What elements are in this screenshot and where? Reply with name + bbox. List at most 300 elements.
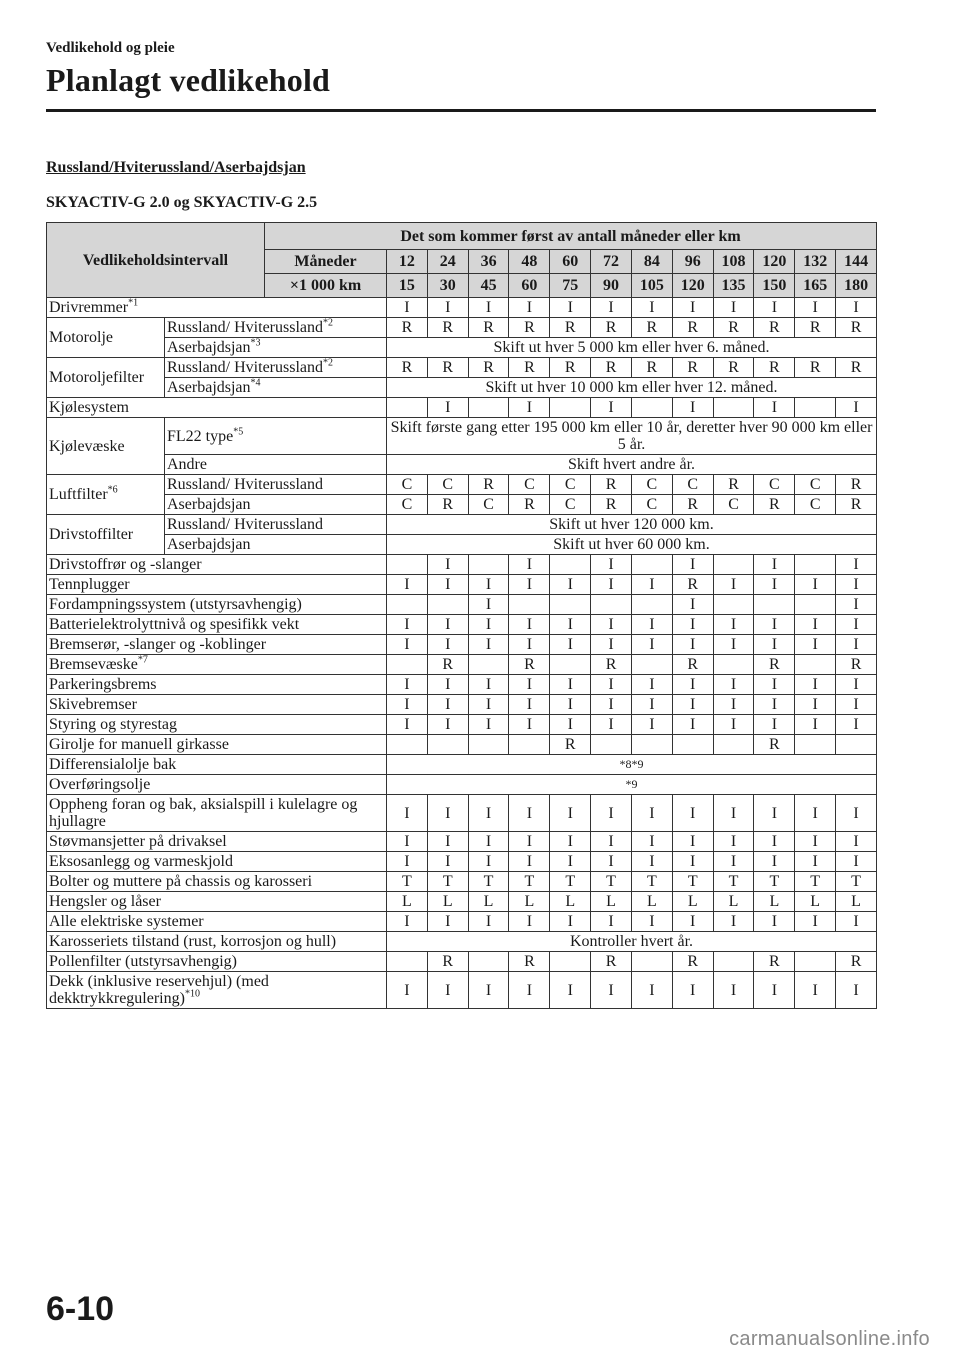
schedule-cell: R (509, 495, 550, 515)
table-row (47, 912, 877, 932)
schedule-cell: I (468, 695, 509, 715)
item-label (47, 872, 387, 892)
schedule-cell: I (550, 715, 591, 735)
schedule-cell: I (591, 575, 632, 595)
schedule-cell: R (509, 318, 550, 338)
schedule-cell: I (754, 715, 795, 735)
schedule-note: Kontroller hvert år. (387, 932, 877, 952)
footnote-marker: *10 (184, 988, 200, 1000)
item-label (47, 655, 387, 675)
row-label: Aserbajdsjan (167, 379, 251, 396)
schedule-cell: I (591, 555, 632, 575)
schedule-cell: R (795, 358, 836, 378)
schedule-cell: I (427, 398, 468, 418)
group-label (47, 358, 165, 398)
schedule-cell: I (468, 912, 509, 932)
schedule-cell: R (591, 318, 632, 338)
item-label (47, 775, 387, 795)
schedule-cell: I (550, 832, 591, 852)
schedule-cell (509, 595, 550, 615)
schedule-cell: I (509, 398, 550, 418)
schedule-cell: I (672, 695, 713, 715)
schedule-cell: I (468, 575, 509, 595)
schedule-note: Skift hvert andre år. (387, 455, 877, 475)
schedule-cell: I (754, 398, 795, 418)
table-row (47, 795, 877, 832)
table-row (47, 655, 877, 675)
schedule-cell: I (591, 398, 632, 418)
schedule-cell: I (591, 832, 632, 852)
schedule-cell: R (427, 495, 468, 515)
schedule-cell: R (550, 735, 591, 755)
table-row (47, 695, 877, 715)
footnote-marker: *2 (323, 317, 333, 329)
schedule-cell: R (591, 952, 632, 972)
schedule-note: Skift første gang etter 195 000 km eller 10 år, deretter hver 90 000 km eller 5 år. (387, 418, 877, 455)
row-label: Støvmansjetter på drivaksel (49, 833, 227, 850)
sub-label (165, 378, 387, 398)
row-label: Oppheng foran og bak, aksialspill i kulelagre og hjullagre (49, 796, 358, 830)
row-label: Parkeringsbrems (49, 676, 157, 693)
schedule-cell: I (672, 972, 713, 1009)
schedule-cell: I (672, 398, 713, 418)
schedule-cell: R (468, 318, 509, 338)
schedule-cell: I (427, 852, 468, 872)
sub-label (165, 418, 387, 455)
schedule-cell: I (509, 675, 550, 695)
schedule-cell: R (427, 358, 468, 378)
table-row (47, 675, 877, 695)
schedule-cell: I (795, 675, 836, 695)
sub-label (165, 338, 387, 358)
schedule-cell (387, 398, 428, 418)
schedule-cell: T (836, 872, 877, 892)
table-row (47, 318, 877, 338)
schedule-cell (550, 595, 591, 615)
row-label: Fordampningssystem (utstyrsavhengig) (49, 596, 302, 613)
row-label: Eksosanlegg og varmeskjold (49, 853, 233, 870)
schedule-cell: R (672, 952, 713, 972)
row-label: FL22 type (167, 427, 234, 445)
schedule-cell (713, 555, 754, 575)
schedule-cell: I (550, 795, 591, 832)
km-label: ×1 000 km (265, 274, 387, 298)
schedule-cell (672, 735, 713, 755)
row-label: Kjølesystem (49, 399, 129, 416)
schedule-cell: I (713, 832, 754, 852)
schedule-cell: C (550, 475, 591, 495)
km-45: 45 (468, 274, 509, 298)
schedule-cell: I (591, 912, 632, 932)
schedule-cell (631, 655, 672, 675)
row-label: Skivebremser (49, 696, 137, 713)
schedule-cell: I (387, 795, 428, 832)
schedule-cell: I (631, 852, 672, 872)
row-label: Girolje for manuell girkasse (49, 736, 229, 753)
row-label: Aserbajdsjan (167, 339, 251, 356)
schedule-cell: I (550, 972, 591, 1009)
schedule-cell: I (631, 675, 672, 695)
schedule-cell: R (591, 495, 632, 515)
km-150: 150 (754, 274, 795, 298)
schedule-cell: T (795, 872, 836, 892)
schedule-cell: I (836, 595, 877, 615)
schedule-cell: I (672, 852, 713, 872)
schedule-cell: C (550, 495, 591, 515)
schedule-cell: R (713, 318, 754, 338)
schedule-cell: R (713, 358, 754, 378)
schedule-cell: R (591, 358, 632, 378)
schedule-cell: I (591, 675, 632, 695)
schedule-cell (550, 952, 591, 972)
table-row (47, 575, 877, 595)
schedule-cell: I (427, 675, 468, 695)
schedule-cell: I (387, 675, 428, 695)
schedule-cell: I (836, 635, 877, 655)
schedule-cell (713, 398, 754, 418)
schedule-note: Skift ut hver 10 000 km eller hver 12. måned. (387, 378, 877, 398)
row-label: Bremserør, -slanger og -koblinger (49, 636, 267, 653)
schedule-cell: I (672, 912, 713, 932)
km-105: 105 (631, 274, 672, 298)
schedule-cell: I (713, 635, 754, 655)
page-number: 6-10 (46, 1290, 115, 1328)
item-label (47, 735, 387, 755)
schedule-cell: I (387, 635, 428, 655)
row-label: Dekk (inklusive reservehjul) (med dekktrykkregulering) (49, 973, 269, 1007)
schedule-cell: I (387, 615, 428, 635)
schedule-cell: I (427, 832, 468, 852)
title-rule (46, 109, 876, 112)
schedule-cell (387, 595, 428, 615)
schedule-cell: I (754, 615, 795, 635)
footnote-marker: *6 (107, 484, 118, 496)
table-row (47, 515, 877, 535)
table-row (47, 455, 877, 475)
schedule-cell: I (795, 695, 836, 715)
schedule-cell (427, 735, 468, 755)
schedule-cell: I (672, 832, 713, 852)
row-label: Pollenfilter (utstyrsavhengig) (49, 953, 237, 970)
group-label (47, 475, 165, 515)
schedule-cell: I (754, 972, 795, 1009)
schedule-cell: R (427, 952, 468, 972)
schedule-cell (795, 595, 836, 615)
item-label (47, 852, 387, 872)
schedule-cell: I (468, 635, 509, 655)
schedule-cell: I (387, 832, 428, 852)
schedule-cell (713, 952, 754, 972)
schedule-cell: R (836, 358, 877, 378)
schedule-cell: R (754, 655, 795, 675)
table-row (47, 952, 877, 972)
schedule-cell: R (631, 318, 672, 338)
row-label: Overføringsolje (49, 776, 151, 793)
row-label: Aserbajdsjan (167, 496, 251, 513)
row-label: Alle elektriske systemer (49, 913, 204, 930)
schedule-cell: I (427, 715, 468, 735)
schedule-cell: C (631, 475, 672, 495)
maintenance-schedule-table (46, 222, 877, 1009)
schedule-cell: T (672, 872, 713, 892)
schedule-cell (468, 952, 509, 972)
schedule-cell: R (672, 655, 713, 675)
schedule-cell (591, 735, 632, 755)
schedule-cell: C (795, 495, 836, 515)
schedule-cell: L (427, 892, 468, 912)
schedule-cell: I (387, 852, 428, 872)
schedule-cell: I (509, 575, 550, 595)
sub-label (165, 318, 387, 338)
interval-header: Vedlikeholdsintervall (47, 223, 265, 298)
top-header: Det som kommer først av antall måneder eller km (265, 223, 877, 250)
schedule-cell: C (713, 495, 754, 515)
watermark: carmanualsonline.info (729, 1328, 930, 1350)
item-label (47, 912, 387, 932)
schedule-cell: I (836, 398, 877, 418)
schedule-cell: I (631, 795, 672, 832)
item-label (47, 755, 387, 775)
schedule-cell: C (387, 495, 428, 515)
schedule-cell: I (591, 615, 632, 635)
schedule-cell: R (387, 318, 428, 338)
table-row (47, 755, 877, 775)
schedule-cell: C (387, 475, 428, 495)
schedule-cell: I (631, 575, 672, 595)
month-96: 96 (672, 250, 713, 274)
schedule-cell: I (713, 575, 754, 595)
schedule-cell: T (509, 872, 550, 892)
schedule-cell: I (387, 715, 428, 735)
month-120: 120 (754, 250, 795, 274)
schedule-cell: I (836, 832, 877, 852)
schedule-cell: I (672, 298, 713, 318)
table-row (47, 872, 877, 892)
km-15: 15 (387, 274, 428, 298)
schedule-cell: I (672, 595, 713, 615)
schedule-cell: I (754, 635, 795, 655)
table-row (47, 358, 877, 378)
item-label (47, 795, 387, 832)
schedule-cell: T (631, 872, 672, 892)
schedule-cell: I (509, 795, 550, 832)
schedule-cell: T (591, 872, 632, 892)
schedule-cell: R (591, 655, 632, 675)
schedule-cell: I (509, 615, 550, 635)
table-row (47, 735, 877, 755)
footnote-marker: *1 (128, 297, 139, 309)
item-label (47, 575, 387, 595)
schedule-cell: I (591, 695, 632, 715)
schedule-cell: I (550, 575, 591, 595)
group-label (47, 318, 165, 358)
schedule-cell: R (591, 475, 632, 495)
row-label: Motorolje (49, 329, 113, 346)
schedule-cell (509, 735, 550, 755)
group-label (47, 418, 165, 475)
row-label: Drivstoffrør og -slanger (49, 556, 202, 573)
schedule-cell: I (591, 795, 632, 832)
schedule-cell: R (509, 655, 550, 675)
schedule-cell (387, 655, 428, 675)
table-row (47, 972, 877, 1009)
row-label: Russland/ Hviterussland (167, 319, 323, 336)
schedule-cell: I (672, 615, 713, 635)
table-row (47, 775, 877, 795)
table-body (47, 298, 877, 1009)
schedule-cell: I (836, 298, 877, 318)
schedule-cell: I (468, 595, 509, 615)
schedule-cell: I (836, 575, 877, 595)
table-row (47, 615, 877, 635)
row-label: Drivremmer (49, 299, 129, 316)
month-108: 108 (713, 250, 754, 274)
schedule-cell: R (836, 318, 877, 338)
schedule-cell: R (509, 358, 550, 378)
schedule-cell: C (468, 495, 509, 515)
row-label: Batterielektrolyttnivå og spesifikk vekt (49, 616, 300, 633)
schedule-cell: I (468, 298, 509, 318)
schedule-cell: R (509, 952, 550, 972)
schedule-cell: R (631, 358, 672, 378)
schedule-cell: T (713, 872, 754, 892)
table-header (47, 223, 877, 298)
sub-label (165, 358, 387, 378)
schedule-cell: R (836, 655, 877, 675)
item-label (47, 952, 387, 972)
schedule-cell: T (550, 872, 591, 892)
schedule-cell: I (591, 715, 632, 735)
schedule-cell (387, 555, 428, 575)
schedule-cell: I (672, 795, 713, 832)
schedule-cell (468, 735, 509, 755)
schedule-cell: I (836, 555, 877, 575)
item-label (47, 892, 387, 912)
schedule-cell: I (795, 615, 836, 635)
item-label (47, 398, 387, 418)
schedule-cell: I (836, 615, 877, 635)
schedule-cell: L (836, 892, 877, 912)
schedule-cell (795, 655, 836, 675)
schedule-cell (631, 555, 672, 575)
schedule-cell: I (836, 695, 877, 715)
schedule-cell: R (836, 952, 877, 972)
schedule-cell: I (591, 852, 632, 872)
schedule-cell (795, 555, 836, 575)
schedule-cell: L (754, 892, 795, 912)
table-row (47, 595, 877, 615)
schedule-cell: I (427, 795, 468, 832)
schedule-cell: I (631, 635, 672, 655)
table-row (47, 832, 877, 852)
schedule-cell: I (468, 972, 509, 1009)
schedule-cell (468, 555, 509, 575)
schedule-cell: I (468, 615, 509, 635)
schedule-cell: I (468, 715, 509, 735)
km-180: 180 (836, 274, 877, 298)
schedule-cell (550, 555, 591, 575)
footnote-marker: *4 (250, 377, 261, 389)
schedule-cell: I (387, 298, 428, 318)
schedule-cell: C (631, 495, 672, 515)
km-165: 165 (795, 274, 836, 298)
footnote-marker: *7 (137, 654, 148, 666)
schedule-cell: I (836, 675, 877, 695)
schedule-cell: I (672, 715, 713, 735)
km-120: 120 (672, 274, 713, 298)
table-row (47, 495, 877, 515)
schedule-cell: I (631, 972, 672, 1009)
schedule-cell: T (427, 872, 468, 892)
item-label (47, 615, 387, 635)
schedule-cell: C (795, 475, 836, 495)
schedule-cell (713, 735, 754, 755)
schedule-cell: I (387, 695, 428, 715)
schedule-cell: L (591, 892, 632, 912)
schedule-cell: I (713, 972, 754, 1009)
sub-label (165, 475, 387, 495)
schedule-cell (631, 735, 672, 755)
schedule-cell: I (754, 695, 795, 715)
schedule-cell: I (631, 298, 672, 318)
month-48: 48 (509, 250, 550, 274)
schedule-cell: R (754, 318, 795, 338)
schedule-cell: I (631, 912, 672, 932)
schedule-cell: L (631, 892, 672, 912)
schedule-cell: I (427, 575, 468, 595)
schedule-cell: I (713, 695, 754, 715)
schedule-cell (550, 398, 591, 418)
schedule-cell: R (836, 495, 877, 515)
schedule-cell: R (672, 358, 713, 378)
schedule-cell: I (550, 852, 591, 872)
row-label: Aserbajdsjan (167, 536, 251, 553)
schedule-cell (795, 398, 836, 418)
schedule-cell: I (591, 635, 632, 655)
schedule-cell: I (795, 575, 836, 595)
schedule-cell: I (672, 555, 713, 575)
month-60: 60 (550, 250, 591, 274)
schedule-cell: I (836, 972, 877, 1009)
schedule-cell: R (468, 358, 509, 378)
schedule-cell (795, 735, 836, 755)
schedule-cell: C (427, 475, 468, 495)
schedule-cell: I (550, 695, 591, 715)
schedule-cell: I (754, 675, 795, 695)
schedule-cell: R (672, 575, 713, 595)
schedule-cell: I (550, 298, 591, 318)
month-72: 72 (591, 250, 632, 274)
schedule-cell: R (713, 475, 754, 495)
month-36: 36 (468, 250, 509, 274)
schedule-cell: I (713, 715, 754, 735)
table-row (47, 338, 877, 358)
schedule-cell: R (672, 318, 713, 338)
schedule-cell (387, 735, 428, 755)
schedule-cell: I (427, 912, 468, 932)
km-135: 135 (713, 274, 754, 298)
schedule-cell (591, 595, 632, 615)
schedule-cell: I (672, 675, 713, 695)
schedule-note: Skift ut hver 5 000 km eller hver 6. måned. (387, 338, 877, 358)
schedule-cell: I (795, 852, 836, 872)
schedule-cell: I (468, 795, 509, 832)
months-label: Måneder (265, 250, 387, 274)
item-label (47, 555, 387, 575)
schedule-cell: I (836, 715, 877, 735)
schedule-cell (713, 595, 754, 615)
group-label (47, 515, 165, 555)
